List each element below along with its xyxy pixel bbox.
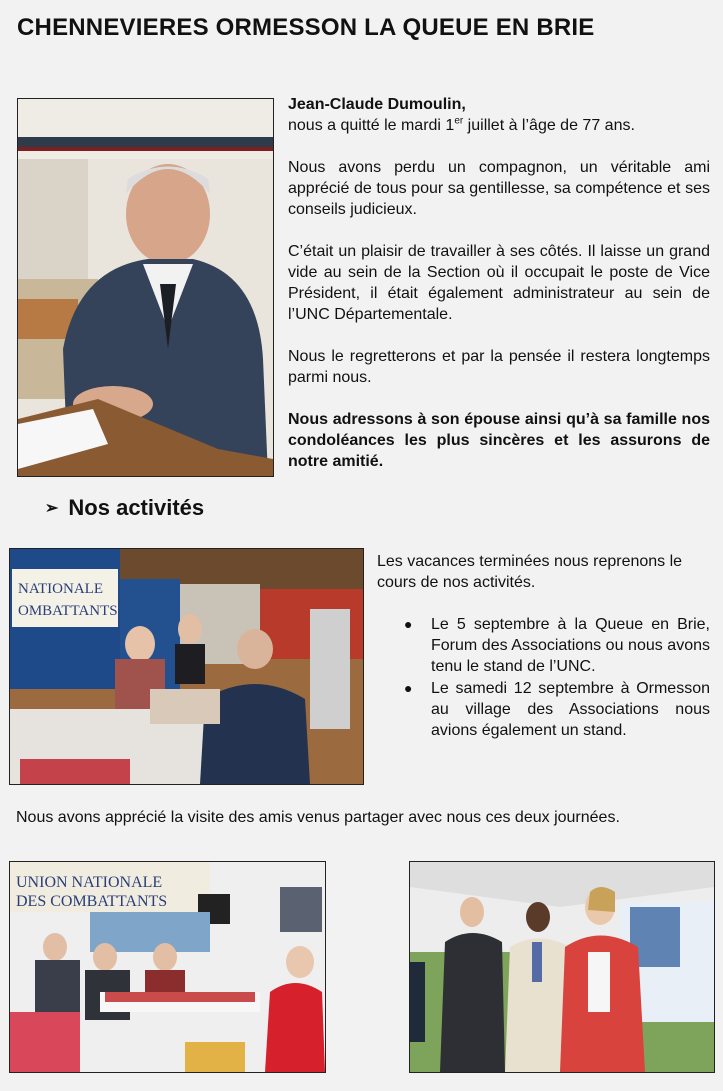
obituary-line1-sup: er (454, 115, 464, 127)
bullet-dot-icon: ● (404, 680, 413, 696)
list-item (377, 678, 710, 741)
list-item (377, 614, 710, 677)
activities-heading (45, 495, 204, 521)
deceased-name: Jean-Claude Dumoulin, (288, 96, 466, 113)
obituary-paragraph-5: Nous adressons à son épouse ainsi qu’à sa famille nos condoléances les plus sincères et les assurons de notre amitié. (288, 411, 710, 470)
activities-list (377, 614, 710, 741)
closing-sentence: Nous avons apprécié la visite des amis venus partager avec nous ces deux journées. (16, 809, 620, 826)
stand2-banner-line2: DES COMBATTANTS (16, 893, 168, 910)
obituary-paragraph-2: Nous avons perdu un compagnon, un véritable ami apprécié de tous pour sa gentillesse, sa compétence et ses conseils judicieux. (288, 159, 710, 218)
stand-banner-line1: NATIONALE (18, 581, 103, 597)
stand-banner-line2: OMBATTANTS (18, 603, 118, 619)
activities-intro: Les vacances terminées nous reprenons le cours de nos activités. (377, 553, 683, 591)
bullet-dot-icon: ● (404, 616, 413, 632)
page-title: CHENNEVIERES ORMESSON LA QUEUE EN BRIE (17, 14, 595, 41)
obituary-paragraph-4: Nous le regretterons et par la pensée il restera longtemps parmi nous. (288, 348, 710, 386)
obituary-line1-start: nous a quitté le mardi 1 (288, 117, 455, 134)
ormesson-stand-photo (9, 861, 326, 1073)
obituary-paragraph-3: C’était un plaisir de travailler à ses côtés. Il laisse un grand vide au sein de la Section où il occupait le poste de Vice Président, il était également administrateur au sein de l’UNC Départementale. (288, 243, 710, 323)
stand2-banner-line1: UNION NATIONALE (16, 874, 163, 891)
visitors-photo (409, 861, 715, 1073)
activities-heading-text: Nos activités (68, 495, 205, 520)
activities-text (377, 551, 710, 742)
activity-item-1: Le 5 septembre à la Queue en Brie, Forum des Associations ou nous avons tenu le stand de l’UNC. (431, 616, 710, 675)
unc-stand-photo (9, 548, 364, 785)
portrait-photo (17, 98, 274, 477)
obituary-text (288, 94, 710, 493)
arrow-bullet-icon: ➢ (45, 500, 59, 517)
obituary-line1-end: juillet à l’âge de 77 ans. (463, 117, 635, 134)
activity-item-2: Le samedi 12 septembre à Ormesson au village des Associations nous avions également un stand. (431, 680, 710, 739)
